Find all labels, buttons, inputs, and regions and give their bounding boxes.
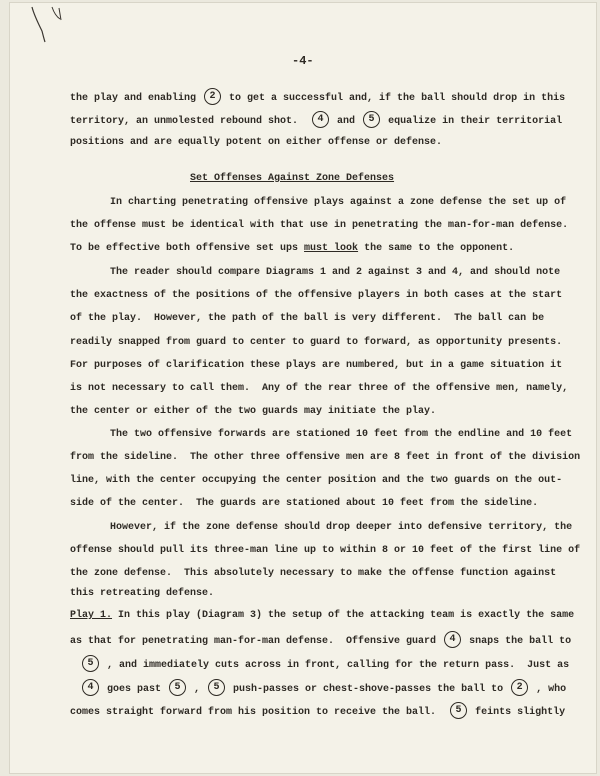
text-line: line, with the center occupying the center position and the two guards on the out- <box>70 475 563 486</box>
text-line: positions and are equally potent on either offense or defense. <box>70 137 443 148</box>
text-line: side of the center. The guards are stationed about 10 feet from the sideline. <box>70 498 539 509</box>
text-line: of the play. However, the path of the ball is very different. The ball can be <box>70 313 545 324</box>
text-line: However, if the zone defense should drop deeper into defensive territory, the <box>110 522 573 533</box>
text-line: the zone defense. This absolutely necessary to make the offense function against <box>70 568 557 579</box>
text-line: territory, an unmolested rebound shot. 4 and 5 equalize in their territorial <box>70 113 562 127</box>
text-line: 4 goes past 5 , 5 push-passes or chest-shove-passes the ball to 2 , who <box>80 681 566 695</box>
text-line: Play 1. In this play (Diagram 3) the setup of the attacking team is exactly the same <box>70 610 575 621</box>
text-line: To be effective both offensive set ups must look the same to the opponent. <box>70 243 515 254</box>
player-circle: 4 <box>444 631 461 648</box>
player-circle: 5 <box>208 679 225 696</box>
section-heading: Set Offenses Against Zone Defenses <box>190 173 395 184</box>
player-circle: 2 <box>511 679 528 696</box>
text-line: For purposes of clarification these plays are numbered, but in a game situation it <box>70 360 563 371</box>
text-line: the center or either of the two guards may initiate the play. <box>70 406 437 417</box>
player-circle: 4 <box>312 111 329 128</box>
player-circle: 5 <box>82 655 99 672</box>
text-line: the play and enabling 2 to get a successful and, if the ball should drop in this <box>70 90 565 104</box>
player-circle: 4 <box>82 679 99 696</box>
text-line: 5 , and immediately cuts across in front, calling for the return pass. Just as <box>80 657 569 671</box>
text-line: The reader should compare Diagrams 1 and 2 against 3 and 4, and should note <box>110 267 561 278</box>
text-line: from the sideline. The other three offensive men are 8 feet in front of the division <box>70 452 581 463</box>
text-line: the offense must be identical with that use in penetrating the man-for-man defense. <box>70 220 569 231</box>
text-line: comes straight forward from his position to receive the ball. 5 feints slightly <box>70 704 565 718</box>
text-line: as that for penetrating man-for-man defense. Offensive guard 4 snaps the ball to <box>70 633 571 647</box>
text-line: The two offensive forwards are stationed 10 feet from the endline and 10 feet <box>110 429 573 440</box>
page-number: -4- <box>292 54 314 68</box>
text-line: offense should pull its three-man line up to within 8 or 10 feet of the first line of <box>70 545 581 556</box>
player-circle: 5 <box>450 702 467 719</box>
text-line: readily snapped from guard to center to guard to forward, as opportunity presents. <box>70 337 563 348</box>
text-line: the exactness of the positions of the offensive players in both cases at the start <box>70 290 563 301</box>
text-line: this retreating defense. <box>70 588 215 599</box>
text-line: is not necessary to call them. Any of the rear three of the offensive men, namely, <box>70 383 569 394</box>
player-circle: 2 <box>204 88 221 105</box>
player-circle: 5 <box>363 111 380 128</box>
player-circle: 5 <box>169 679 186 696</box>
text-line: In charting penetrating offensive plays against a zone defense the set up of <box>110 197 567 208</box>
